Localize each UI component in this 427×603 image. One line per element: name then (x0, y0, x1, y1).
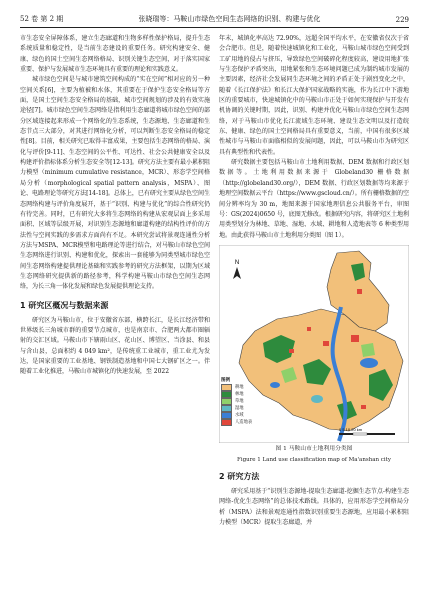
built-up-area (307, 327, 311, 331)
left-column (20, 34, 210, 378)
legend-item (221, 405, 261, 412)
legend-label: 人造地表 (235, 420, 253, 426)
section-heading-2: 2 研究方法 (219, 471, 260, 481)
built-up-area (361, 405, 366, 409)
legend-label: 湿地 (235, 406, 244, 412)
legend-swatch (221, 398, 232, 405)
legend-item (221, 419, 261, 426)
scale-label: 0 5 10 20 km (339, 426, 363, 432)
legend-label: 水域 (235, 413, 244, 419)
legend-swatch (221, 405, 232, 412)
running-header (20, 12, 409, 24)
legend-item (221, 412, 261, 419)
lake (360, 358, 378, 368)
figure-caption-en: Figure 1 Land use classification map of Ma'anshan city (237, 456, 391, 463)
legend-item (221, 391, 261, 398)
built-up-area (351, 335, 359, 342)
legend-item (221, 398, 261, 405)
wetland (311, 395, 323, 403)
page-number: 229 (395, 16, 409, 24)
built-up-area (357, 289, 362, 294)
paragraph: 城市绿色空间是与城市建筑空间构成的“实在空间”相对应的另一种空间关系[6]，主要为植被和水体，其重要在于保护生态安全格局等方面，是国土空间生态安全格局的基础，城市空间规划的涉及的有效实施途径[7]。城市绿色空间生态网络是指利用生态廊道将城市绿色空间的部分区域连接起来形成一个网络化的生态系统，生态源地、生态廊道和生态节点三大部分，对其进行网络化分析，可以判断生态安全格局的稳定性[8]。目前，相关研究已取得丰富成果，主要包括生态网络的格局、演化与评价[9-11]、生态空间的公平性、可达性、社会公共健康安全以及构建评价指标体系分析生态安全等[12-13]。研究方法主要有最小累积阻力模型（minimum cumulative resistance，MCR）、形态学空间格局分析（morphological spatial pattern analysis，MSPA）、图论、电路理论等研究方法[14-18]。总体上，已有研究主要从绿色空间生态网络构建与评价角度展开，基于“识别、构建与优化”的综合性研究仍有待完善。同时，已有研究大多将生态网络的构建从宏观层面上多采用面积、区域等层级开展，对识别生态源地和廊道构建的结构性评价的方法性与空间实践的多需求方面尚有不足。本研究尝试将景观连通性分析方法与MSPA、MCR模型和电路理论等进行结合，对马鞍山市绿色空间生态网络进行识别、构建和优化，探索出一套能够为同类型城市绿色空间生态网络构建提供理论基础和实践参考的研究方法框架，以期为区域生态网络研究提供新的路径参考，科学构建马鞍山市绿色空间生态网络，为长三角一体化发展和绿色发展提供理论支持。 (20, 76, 210, 291)
grassland-patch (361, 343, 375, 357)
land-use-map-figure (219, 245, 409, 443)
right-column (219, 34, 409, 528)
map-legend (221, 377, 261, 426)
paragraph: 研究数据主要包括马鞍山市土地利用数据、DEM 数据和行政区划数据等。土地利用数据来源于 Globeland30 栅格数据（http://globeland30.org/），DEM 数据、行政区划数据等均来源于地理空间数据云平台（https://www.gscloud.cn/）。所有栅格数据的空间分辨率均为 30 m，地图来源于国家地理信息公共服务平台，审图号：GS(2024)0650 号，底图无修改。根据研究内容，将研究区土地利用类型划分为林地、草地、湿地、水域、耕地和人造地表等 6 种类型用地。由此获得马鞍山市土地利用分类图（图 1）。 (219, 159, 409, 239)
paragraph: 年末，城镇化率高达 72.90%，远超全国平均水平，在安徽省仅次于省会合肥市。但是，随着快速城镇化和工业化，马鞍山城市绿色空间受到工矿用地的侵占与挤压，导致绿色空间破碎化程度较高，建设用地扩张与生态保护矛盾突出，用地紧张和生态环境问题已成为制约城市发展的主要因素，经济社会发展同生态环境之间的矛盾正处于剧烈变化之中，随着《长江保护法》和长江大保护国家战略的实施，作为长江中下游地区的重要城市，快速城镇化中的马鞍山市正处于如何实现保护与开发有机协调的关键时期，因此，识别、构建并优化马鞍山市绿色空间生态网络，对于马鞍山市优化长江流域生态环境、建设生态文明以及打造皖东、健康、绿色的国土空间格局具有重要意义，当前，中国有很多区域性城市与马鞍山市面临相似的发展问题，因此，可以马鞍山市为研究区具有典型性和代表性。 (219, 35, 409, 156)
paragraph: 市生态安全屏障体系，建立生态廊道和生物多样性保护格局，提升生态系统质量和稳定性，是当前生态建设的重要任务。研究构建安全、健康、绿色的国土空间生态网络格局、识别关键生态空间，对于落实国家重要、保护与发展城市生态环境具有重要的理论和实践意义。 (20, 35, 210, 74)
lake (270, 382, 280, 388)
legend-swatch (221, 391, 232, 398)
legend-swatch (221, 384, 232, 391)
legend-swatch (221, 412, 232, 419)
legend-label: 耕地 (235, 385, 244, 391)
header-rule (20, 27, 409, 28)
legend-label: 草地 (235, 399, 244, 405)
legend-item (221, 384, 261, 391)
paragraph: 研究区为马鞍山市，位于安徽省东部，横跨长江，是长江经济带和世界级长三角城市群的重要节点城市，也是南京市、合肥两大都市圈辐射的交汇区域。马鞍山市下辖雨山区、花山区、博望区、当涂县、和县与含山县，总面积约 4 049 km²，是传统重工业城市，重工业尤为发达，是国家重要的工业基地、钢铁制造基地和中国七大钢矿区之一。伴随着工业化推进，马鞍山市城镇化的快速发展，至 2022 (20, 316, 210, 376)
paragraph: 研究采用基于“识别生态源地-提取生态廊道-挖掘生态节点-构建生态网络-优化生态网络”的总体技术路线。具体的，应用形态学空间格局分析（MSPA）法和景观连通性指数识别重要生态源地，应用最小累积阻力模型（MCR）提取生态廊道，并 (219, 487, 409, 526)
built-up-area (289, 349, 294, 353)
section-heading-1: 1 研究区概况与数据来源 (20, 300, 109, 310)
running-title: 张晓瑞等：马鞍山市绿色空间生态网络的识别、构建与优化 (138, 15, 321, 23)
legend-title: 图例 (221, 377, 231, 383)
built-up-area (323, 341, 329, 346)
figure-caption-cn: 图 1 马鞍山市土地利用分类图 (275, 445, 353, 452)
legend-label: 林地 (235, 392, 244, 398)
north-label: N (234, 259, 240, 266)
volume-issue: 52 卷 第 2 期 (20, 15, 64, 23)
legend-swatch (221, 419, 232, 426)
